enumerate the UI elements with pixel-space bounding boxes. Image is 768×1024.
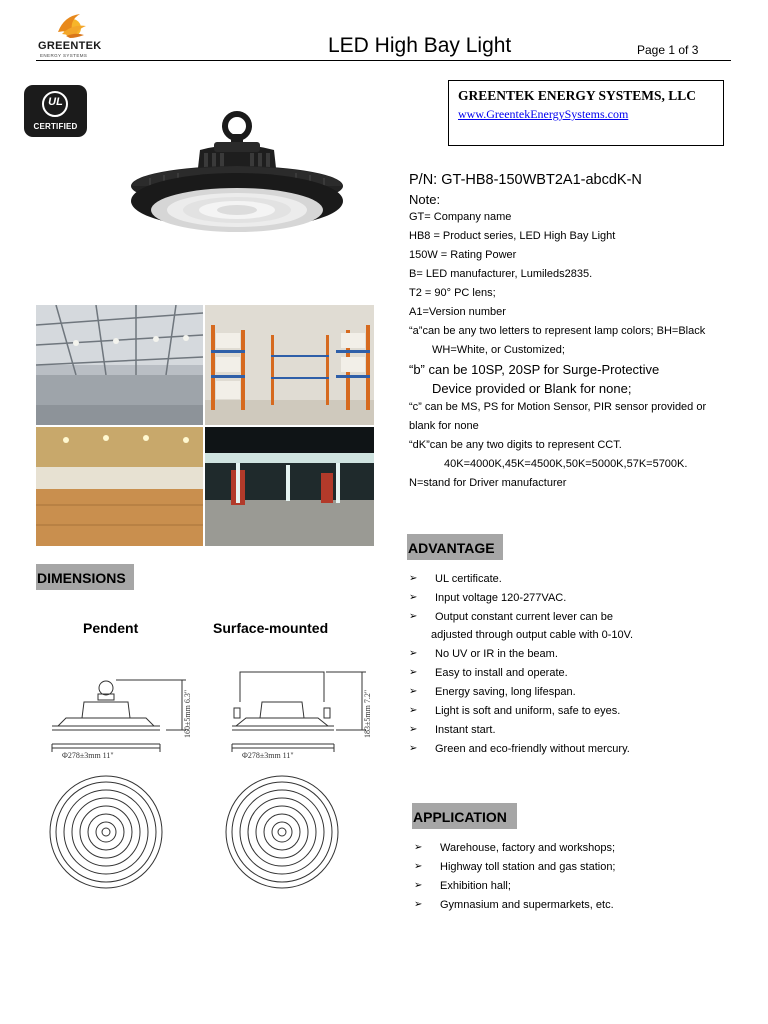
page-number: Page 1 of 3	[637, 43, 699, 57]
ul-certified-label: CERTIFIED	[33, 122, 78, 131]
pendent-bottom-view	[50, 776, 162, 888]
company-website-link[interactable]: www.GreentekEnergySystems.com	[458, 107, 629, 121]
application-photo-grid	[36, 305, 374, 546]
warehouse-photo	[205, 305, 374, 425]
arrow-bullet-icon: ➢	[409, 743, 418, 754]
company-name: GREENTEK ENERGY SYSTEMS, LLC	[458, 88, 697, 103]
arrow-bullet-icon: ➢	[414, 899, 423, 910]
pendent-label: Pendent	[83, 620, 139, 636]
header-divider	[36, 60, 731, 61]
pn-note-line: B= LED manufacturer, Lumileds2835.	[409, 268, 593, 280]
toll-station-photo	[205, 427, 374, 546]
logo-subtext: ENERGY SYSTEMS	[40, 53, 88, 58]
high-bay-light-product-image	[120, 98, 368, 263]
pn-note-line: blank for none	[409, 420, 479, 432]
surface-bottom-view	[226, 776, 338, 888]
pn-note-line: Device provided or Blank for none;	[432, 381, 632, 396]
pendent-width-dimension: Φ278±3mm 11"	[62, 751, 114, 760]
gymnasium-photo	[36, 427, 203, 546]
surface-mounted-label: Surface-mounted	[213, 620, 329, 636]
surface-side-view	[232, 672, 366, 752]
pn-note-line: A1=Version number	[409, 306, 506, 318]
note-label: Note:	[409, 192, 441, 207]
pn-note-line: HB8 = Product series, LED High Bay Light	[409, 230, 616, 242]
arrow-bullet-icon: ➢	[409, 648, 418, 659]
surface-width-dimension: Φ278±3mm 11"	[242, 751, 294, 760]
application-heading: APPLICATION	[412, 803, 517, 829]
ul-certified-badge	[24, 85, 87, 137]
pendent-height-dimension: 160±5mm 6.3"	[183, 689, 192, 738]
arrow-bullet-icon: ➢	[409, 592, 418, 603]
sun-flame-logo-icon	[36, 8, 116, 42]
dimensions-heading: DIMENSIONS	[36, 564, 134, 590]
pn-note-line: GT= Company name	[409, 211, 512, 223]
arrow-bullet-icon: ➢	[409, 611, 418, 622]
arrow-bullet-icon: ➢	[409, 724, 418, 735]
pendent-side-view	[52, 680, 186, 752]
industrial-hall-photo	[36, 305, 203, 425]
pn-note-line: 150W = Rating Power	[409, 249, 517, 261]
arrow-bullet-icon: ➢	[414, 842, 423, 853]
document-title: LED High Bay Light	[328, 34, 512, 57]
advantage-heading: ADVANTAGE	[407, 534, 503, 560]
part-number: P/N: GT-HB8-150WBT2A1-abcdK-N	[409, 172, 642, 188]
pn-note-line: “c” can be MS, PS for Motion Sensor, PIR sensor provided or	[409, 401, 707, 413]
dimension-drawings	[36, 660, 382, 900]
company-info-box	[448, 80, 724, 146]
arrow-bullet-icon: ➢	[409, 667, 418, 678]
arrow-bullet-icon: ➢	[414, 880, 423, 891]
pn-note-line: T2 = 90° PC lens;	[409, 287, 496, 299]
pn-note-line: 40K=4000K,45K=4500K,50K=5000K,57K=5700K.	[444, 458, 688, 470]
pn-note-line: WH=White, or Customized;	[432, 344, 565, 356]
arrow-bullet-icon: ➢	[409, 573, 418, 584]
arrow-bullet-icon: ➢	[409, 686, 418, 697]
ul-mark: UL	[48, 96, 63, 108]
pn-note-line: “dK”can be any two digits to represent CCT.	[409, 439, 622, 451]
logo-brand-text: GREENTEK	[38, 40, 102, 52]
advantage-item-continued: adjusted through output cable with 0-10V.	[431, 629, 634, 641]
greentek-logo	[36, 8, 116, 60]
surface-height-dimension: 183±5mm 7.2"	[363, 689, 372, 738]
arrow-bullet-icon: ➢	[409, 705, 418, 716]
pn-note-line: “b” can be 10SP, 20SP for Surge-Protective	[409, 362, 660, 377]
pn-note-line: “a”can be any two letters to represent lamp colors; BH=Black	[409, 325, 706, 337]
pn-note-line: N=stand for Driver manufacturer	[409, 477, 567, 489]
arrow-bullet-icon: ➢	[414, 861, 423, 872]
